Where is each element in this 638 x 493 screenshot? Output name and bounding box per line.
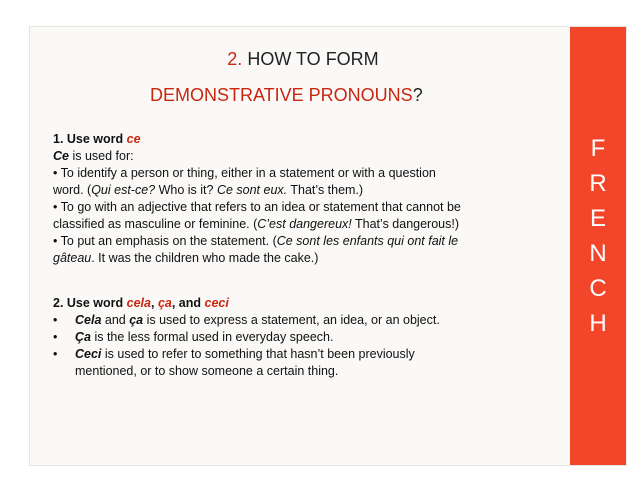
title-question-mark: ? <box>412 85 423 105</box>
section1-heading: 1. Use word ce <box>53 132 141 146</box>
sidebar-letter: R <box>589 170 607 197</box>
sidebar-letter: N <box>589 240 607 267</box>
title-number: 2. <box>227 49 243 69</box>
section1-point-3-cont: gâteau. It was the children who made the cake.) <box>53 251 319 265</box>
section1-point-3: • To put an emphasis on the statement. (Ce sont les enfants qui ont fait le <box>53 234 459 248</box>
sidebar-letter: E <box>589 205 606 232</box>
title-how-to: HOW TO <box>247 49 321 69</box>
section-use-ce <box>53 131 523 267</box>
sidebar-letter: C <box>589 275 607 302</box>
french-sidebar <box>570 27 626 465</box>
section1-intro: Ce is used for: <box>53 149 134 163</box>
sidebar-letter: H <box>589 310 607 337</box>
section1-point-2-cont: classified as masculine or feminine. (C’est dangereux! That’s dangerous!) <box>53 217 460 231</box>
section1-point-1-cont: word. (Qui est-ce? Who is it? Ce sont eux. That’s them.) <box>53 183 364 197</box>
section2-item-3: • Ceci is used to refer to something that hasn’t been previously mentioned, or to show someone a certain thing. <box>53 347 415 378</box>
title-demonstrative-pronouns: DEMONSTRATIVE PRONOUNS <box>150 85 413 105</box>
section-use-cela-ca-ceci <box>53 295 523 380</box>
sidebar-letters <box>570 131 626 341</box>
section2-item-2: • Ça is the less formal used in everyday speech. <box>53 330 334 344</box>
title-line-1 <box>30 49 576 70</box>
slide <box>30 27 626 465</box>
title-form: FORM <box>325 49 379 69</box>
section1-point-2: • To go with an adjective that refers to an idea or statement that cannot be <box>53 200 461 214</box>
section2-item-1: • Cela and ça is used to express a statement, an idea, or an object. <box>53 313 440 327</box>
section2-heading: 2. Use word cela, ça, and ceci <box>53 296 229 310</box>
section1-point-1: • To identify a person or thing, either in a statement or with a question <box>53 166 436 180</box>
sidebar-letter: F <box>590 135 606 162</box>
title-line-2 <box>150 85 550 106</box>
